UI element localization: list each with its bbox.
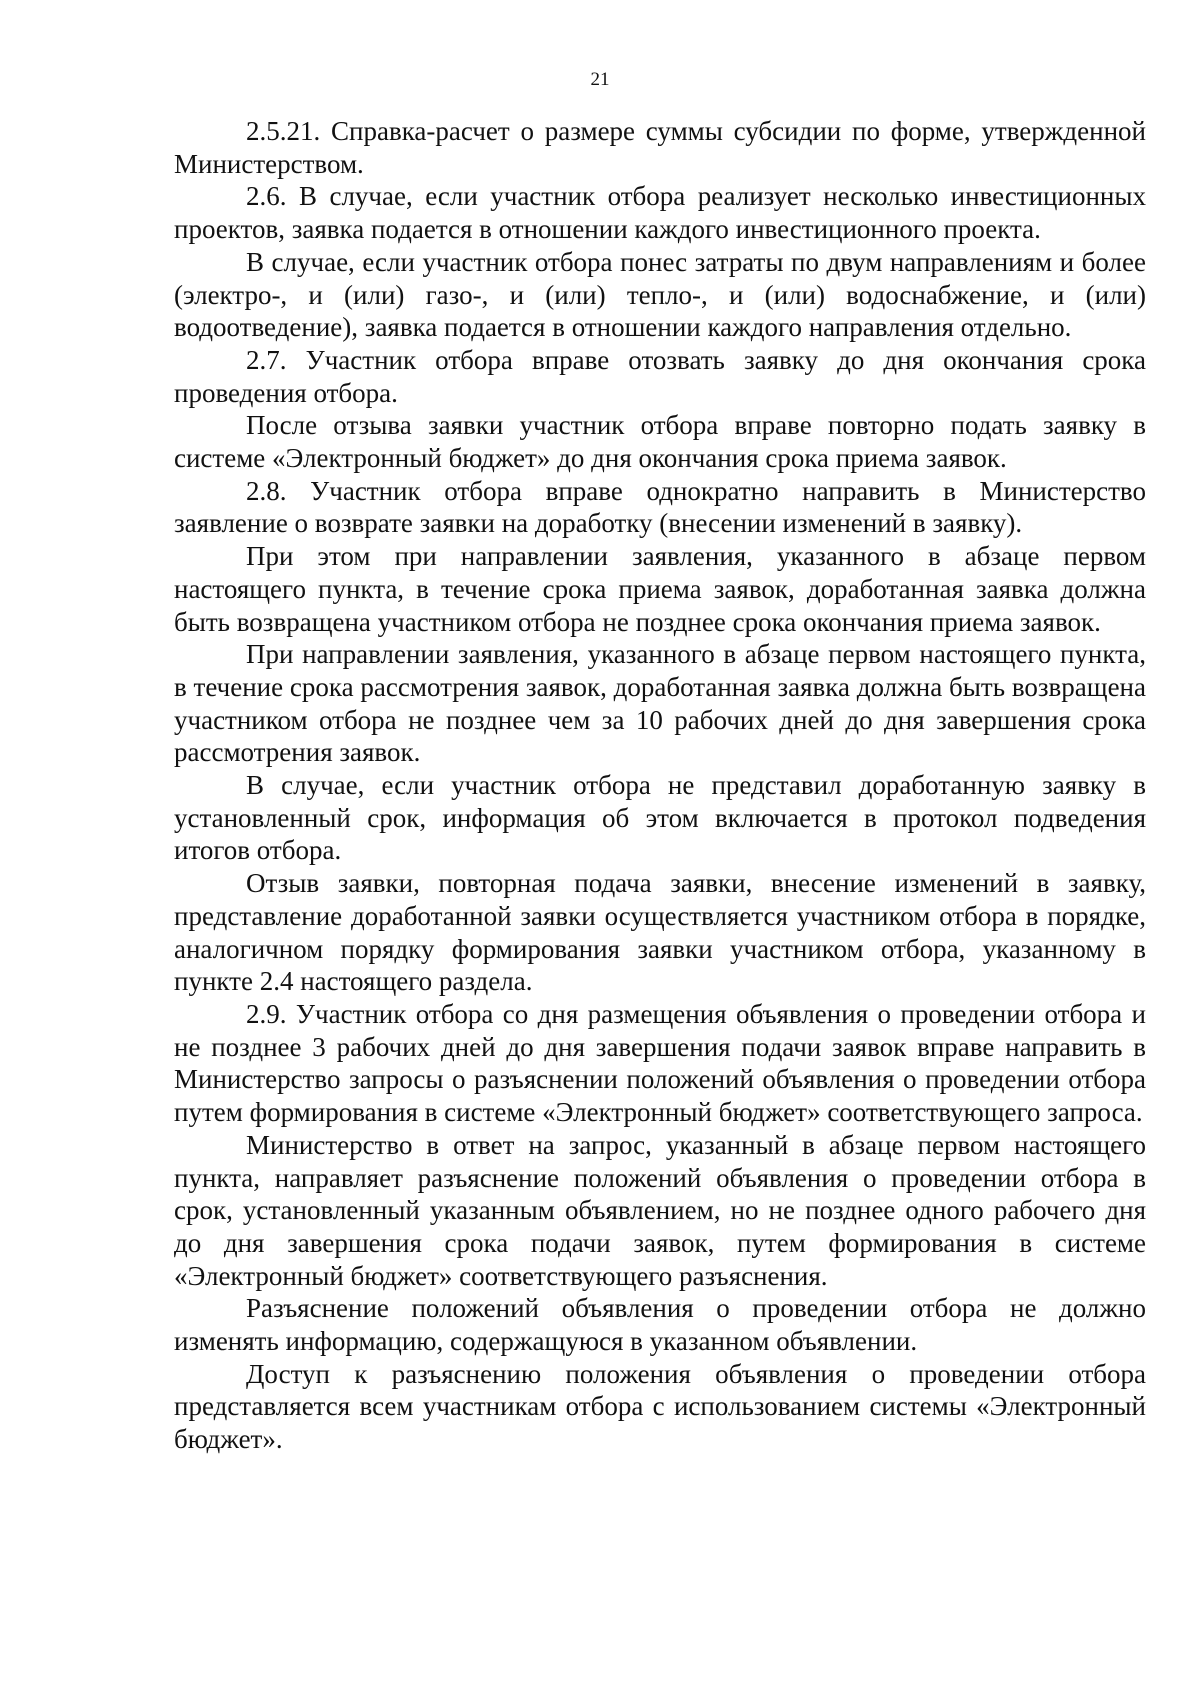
paragraph-2-8-procedure: Отзыв заявки, повторная подача заявки, внесение изменений в заявку, представление доработанной заявки осуществляется участником отбора в порядке, аналогичном порядку формирования заявки участником отбора, указанному в пункте 2.4 настоящего раздела. [174,868,1146,997]
paragraph-2-9: 2.9. Участник отбора со дня размещения объявления о проведении отбора и не позднее 3 рабочих дней до дня завершения подачи заявок вправе направить в Министерство запросы о разъяснении положений объявления о проведении отбора путем формирования в системе «Электронный бюджет» соответствующего запроса. [174,998,1146,1128]
paragraph-2-8: 2.8. Участник отбора вправе однократно направить в Министерство заявление о возврате заявки на доработку (внесении изменений в заявку). [174,475,1146,539]
paragraph-2-9-clarification: Разъяснение положений объявления о проведении отбора не должно изменять информацию, содержащуюся в указанном объявлении. [174,1293,1146,1357]
paragraph-2-6-directions: В случае, если участник отбора понес затраты по двум направлениям и более (электро-, и (или) газо-, и (или) тепло-, и (или) водоснабжение, и (или) водоотведение), заявка подается в отношении каждого направления отдельно. [174,246,1146,343]
document-body [174,115,1146,1456]
paragraph-2-8-not-submitted: В случае, если участник отбора не представил доработанную заявку в установленный срок, информация об этом включается в протокол подведения итогов отбора. [174,770,1146,866]
paragraph-2-9-access: Доступ к разъяснению положения объявления о проведении отбора представляется всем участникам отбора с использованием системы «Электронный бюджет». [174,1358,1146,1455]
paragraph-2-7-resubmit: После отзыва заявки участник отбора вправе повторно подать заявку в системе «Электронный бюджет» до дня окончания срока приема заявок. [174,410,1146,474]
paragraph-2-9-response: Министерство в ответ на запрос, указанный в абзаце первом настоящего пункта, направляет разъяснение положений объявления о проведении отбора в срок, установленный указанным объявлением, но не позднее одного рабочего дня до дня завершения срока подачи заявок, путем формирования в системе «Электронный бюджет» соответствующего разъяснения. [174,1129,1146,1291]
paragraph-2-6: 2.6. В случае, если участник отбора реализует несколько инвестиционных проектов, заявка подается в отношении каждого инвестиционного проекта. [174,181,1146,245]
page-number: 21 [590,69,610,90]
paragraph-2-8-receipt-period: При этом при направлении заявления, указанного в абзаце первом настоящего пункта, в течение срока приема заявок, доработанная заявка должна быть возвращена участником отбора не позднее срока окончания приема заявок. [174,541,1146,637]
paragraph-2-5-21: 2.5.21. Справка-расчет о размере суммы субсидии по форме, утвержденной Министерством. [174,116,1146,179]
paragraph-2-8-review-period: При направлении заявления, указанного в абзаце первом настоящего пункта, в течение срока рассмотрения заявок, доработанная заявка должна быть возвращена участником отбора не позднее чем за 10 рабочих дней до дня завершения срока рассмотрения заявок. [174,639,1146,768]
paragraph-2-7: 2.7. Участник отбора вправе отозвать заявку до дня окончания срока проведения отбора. [174,344,1146,408]
